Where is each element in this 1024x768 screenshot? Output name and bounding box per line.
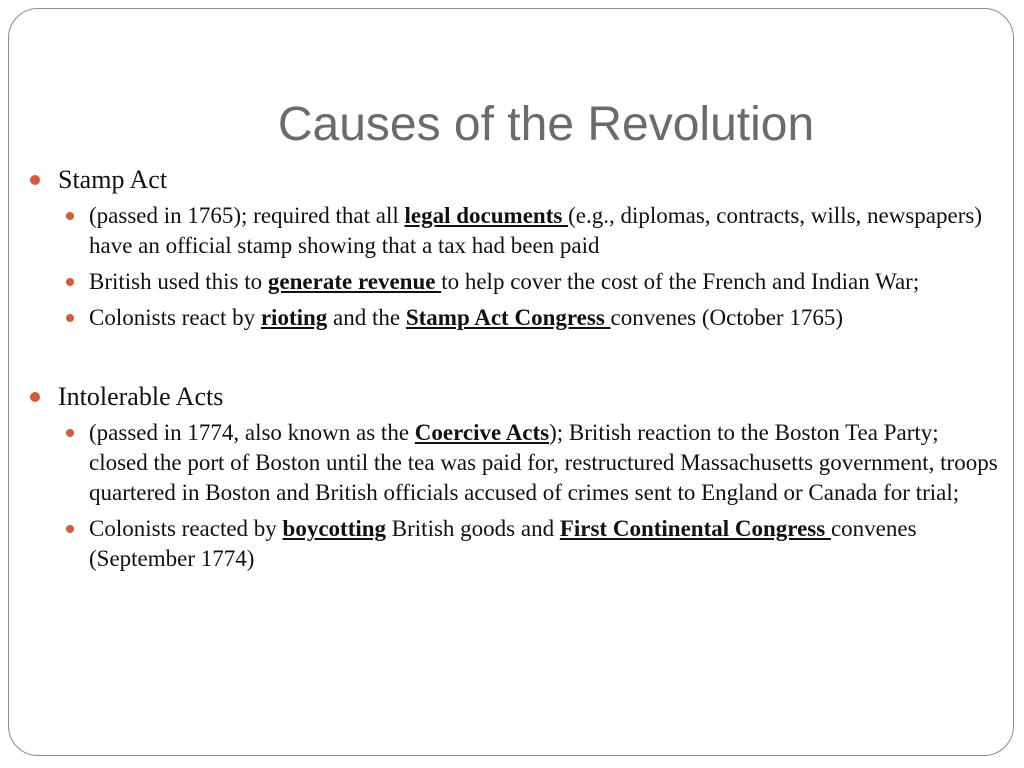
bullet-text: (e.g., diplomas, contracts, wills, newspapers) have an official stamp showing that a tax had been paid (89, 203, 982, 258)
bullet-text: convenes (October 1765) (610, 305, 844, 330)
bullet-text: British used this to (89, 269, 268, 294)
section-heading-intolerable-acts (28, 381, 1008, 413)
bullet-text: convenes (September 1774) (89, 516, 917, 571)
bullet-dot-icon (66, 314, 74, 322)
bullet-dot-icon (66, 429, 74, 437)
bullet-text: to help cover the cost of the French and Indian War; (441, 269, 920, 294)
emphasis-term: boycotting (282, 516, 387, 541)
section-heading-stamp-act (28, 164, 1008, 196)
slide-content (28, 164, 1008, 574)
bullet-dot-icon (30, 392, 40, 402)
emphasis-term: rioting (260, 305, 328, 330)
emphasis-term: generate revenue (267, 269, 442, 294)
bullet-text: Colonists reacted by (89, 516, 283, 541)
emphasis-term: legal documents (404, 203, 569, 228)
bullet-text: and the (327, 305, 406, 330)
bullet-dot-icon (66, 278, 74, 286)
section-heading-text: Stamp Act (58, 165, 168, 194)
bullet-intolerable-acts-1 (89, 418, 999, 508)
bullet-text: (passed in 1765); required that all (89, 203, 405, 228)
bullet-dot-icon (30, 175, 40, 185)
bullet-stamp-act-1 (89, 201, 999, 261)
emphasis-term: First Continental Congress (559, 516, 831, 541)
emphasis-term: Stamp Act Congress (405, 305, 611, 330)
slide-title: Causes of the Revolution (277, 98, 815, 151)
bullet-dot-icon (66, 525, 74, 533)
bullet-intolerable-acts-2 (89, 514, 999, 574)
bullet-stamp-act-2 (89, 267, 999, 297)
section-heading-text: Intolerable Acts (58, 382, 224, 411)
bullet-stamp-act-3 (89, 303, 999, 333)
bullet-dot-icon (66, 212, 74, 220)
emphasis-term: Coercive Acts (414, 420, 550, 445)
bullet-text: Colonists react by (89, 305, 261, 330)
bullet-text: (passed in 1774, also known as the (89, 420, 415, 445)
bullet-text: British goods and (386, 516, 560, 541)
bullet-text: ); British reaction to the Boston Tea Party; closed the port of Boston until the tea was paid for, restructured Massachusetts government, troops quartered in Boston and British officials accused of crimes sent to England or Canada for trial; (89, 420, 998, 505)
